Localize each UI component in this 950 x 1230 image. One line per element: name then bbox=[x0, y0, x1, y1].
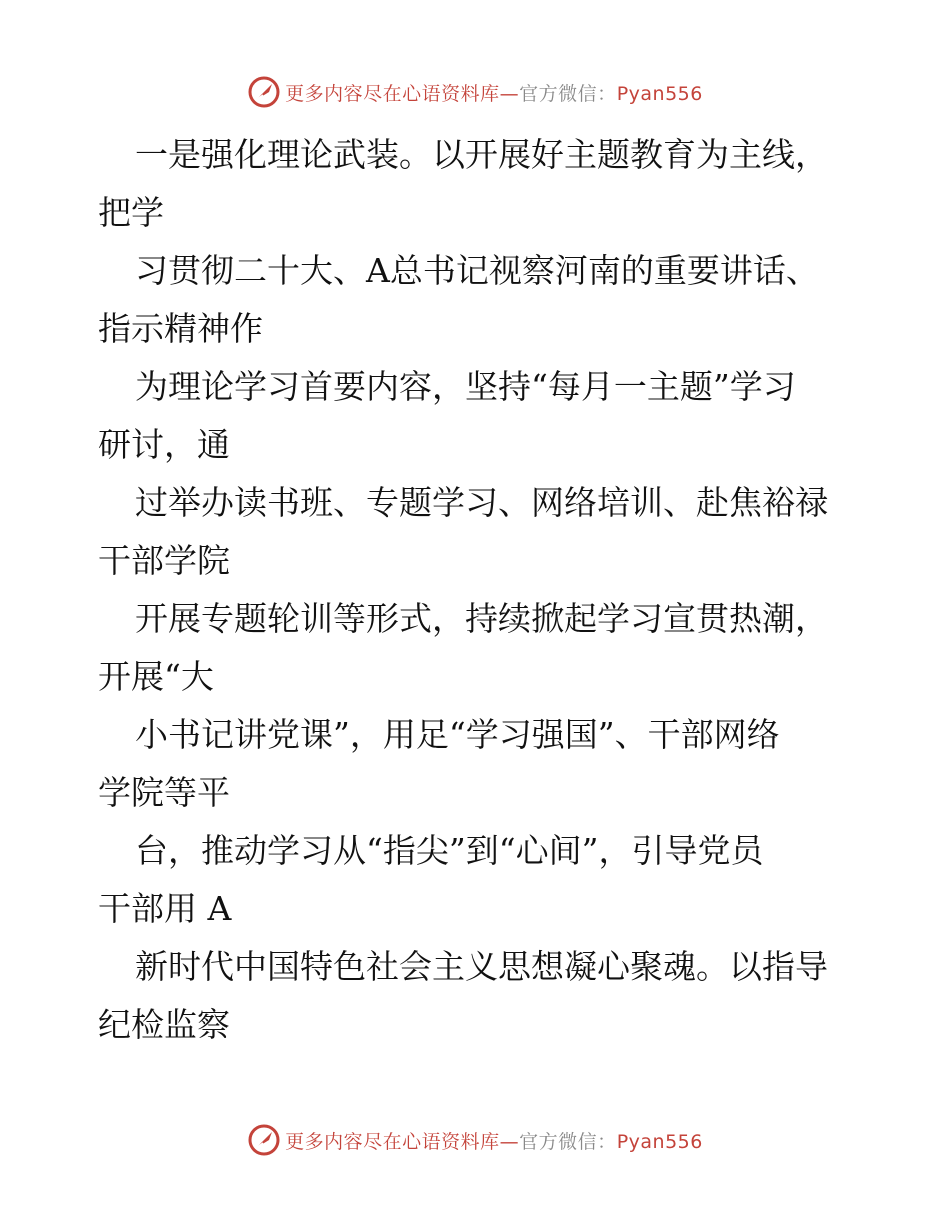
document-body bbox=[98, 126, 858, 1054]
watermark-dash: — bbox=[499, 82, 520, 105]
body-line: 开展“大 bbox=[98, 657, 214, 696]
body-line: 习贯彻二十大、A总书记视察河南的重要讲话、 bbox=[135, 251, 819, 290]
watermark-wechat-id: Pyan556 bbox=[616, 1130, 703, 1153]
body-line: 小书记讲党课”，用足“学习强国”、干部网络 bbox=[135, 715, 780, 754]
body-line: 一是强化理论武装。以开展好主题教育为主线， bbox=[135, 135, 828, 174]
feather-pen-logo-icon bbox=[247, 75, 281, 109]
watermark-dash: — bbox=[499, 1130, 520, 1153]
body-line: 过举办读书班、专题学习、网络培训、赴焦裕禄 bbox=[135, 483, 828, 522]
body-line: 新时代中国特色社会主义思想凝心聚魂。以指导 bbox=[135, 947, 828, 986]
watermark-official-label: 官方微信： bbox=[519, 1130, 617, 1153]
feather-pen-logo-icon bbox=[247, 1123, 281, 1157]
header-watermark bbox=[0, 72, 950, 112]
body-line: 为理论学习首要内容，坚持“每月一主题”学习 bbox=[135, 367, 796, 406]
body-line: 台，推动学习从“指尖”到“心间”，引导党员 bbox=[135, 831, 764, 870]
body-line: 把学 bbox=[98, 193, 164, 232]
footer-watermark bbox=[0, 1120, 950, 1160]
watermark-brand: 更多内容尽在心语资料库 bbox=[285, 1130, 500, 1153]
body-line: 纪检监察 bbox=[98, 1005, 230, 1044]
body-line: 干部学院 bbox=[98, 541, 230, 580]
body-line: 开展专题轮训等形式，持续掀起学习宣贯热潮， bbox=[135, 599, 828, 638]
watermark-text bbox=[285, 1127, 703, 1154]
watermark-text bbox=[285, 79, 703, 106]
body-line: 学院等平 bbox=[98, 773, 230, 812]
watermark-official-label: 官方微信： bbox=[519, 82, 617, 105]
watermark-brand: 更多内容尽在心语资料库 bbox=[285, 82, 500, 105]
body-line: 指示精神作 bbox=[98, 309, 263, 348]
body-line: 研讨，通 bbox=[98, 425, 230, 464]
body-line: 干部用 A bbox=[98, 889, 232, 928]
watermark-wechat-id: Pyan556 bbox=[616, 82, 703, 105]
